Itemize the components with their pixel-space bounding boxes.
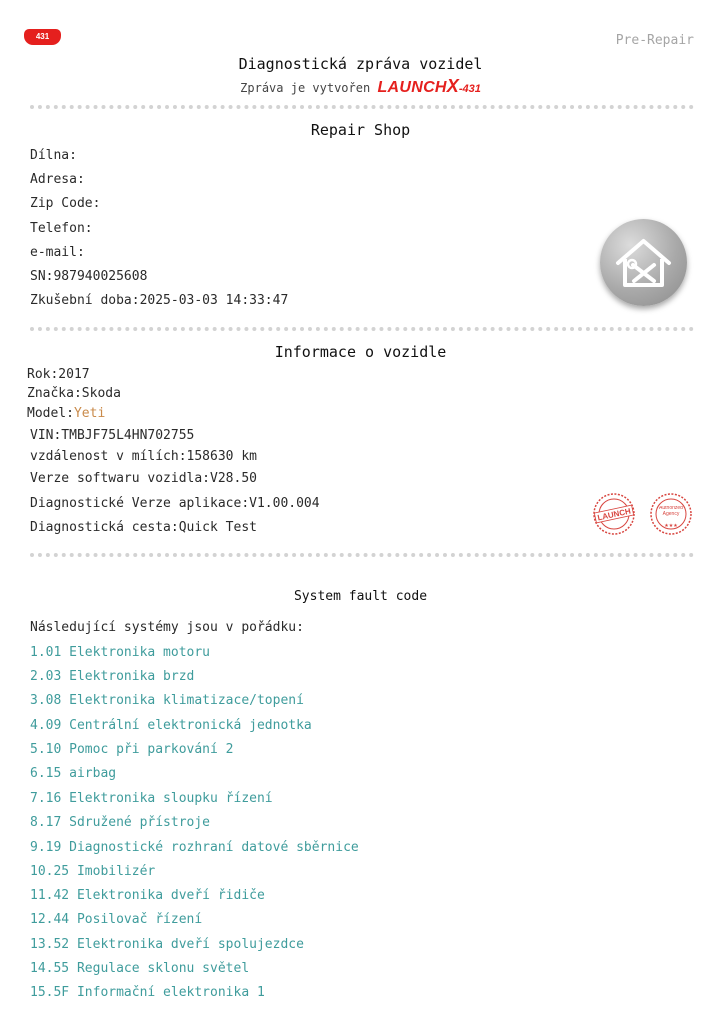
ok-system-item: 7.16 Elektronika sloupku řízení <box>30 791 273 806</box>
launch-stamp-text: LAUNCH <box>596 506 632 523</box>
shop-workshop: Dílna: <box>30 148 77 163</box>
vehicle-model <box>27 406 105 421</box>
vehicle-year: Rok:2017 <box>27 367 90 382</box>
app-version: Diagnostické Verze aplikace:V1.00.004 <box>30 496 320 511</box>
ok-system-item: 9.19 Diagnostické rozhraní datové sběrnice <box>30 840 359 855</box>
report-subtitle <box>0 76 721 97</box>
repair-house-icon <box>600 219 687 306</box>
ok-system-item: 4.09 Centrální elektronická jednotka <box>30 718 312 733</box>
vehicle-make: Značka:Skoda <box>27 386 121 401</box>
ok-system-item: 3.08 Elektronika klimatizace/topení <box>30 693 304 708</box>
fault-section-title: System fault code <box>293 589 428 604</box>
shop-address: Adresa: <box>30 172 85 187</box>
vehicle-section-title: Informace o vozidle <box>274 343 447 361</box>
shop-serial: SN:987940025608 <box>30 269 148 284</box>
authorized-agency-stamp-icon <box>649 492 693 536</box>
ok-system-item: 12.44 Posilovač řízení <box>30 912 203 927</box>
authorized-stamp-text: Authorized Agency <box>659 506 683 517</box>
vehicle-distance: vzdálenost v mílích:158630 km <box>30 449 257 464</box>
vehicle-software-version: Verze softwaru vozidla:V28.50 <box>30 471 257 486</box>
ok-system-item: 10.25 Imobilizér <box>30 864 156 879</box>
launch-logo: LAUNCH <box>377 79 447 96</box>
shop-section-title: Repair Shop <box>310 121 411 139</box>
ok-system-item: 8.17 Sdružené přístroje <box>30 815 211 830</box>
divider <box>30 105 694 109</box>
ok-system-item: 2.03 Elektronika brzd <box>30 669 195 684</box>
vehicle-model-label: Model: <box>27 406 74 421</box>
shop-test-time: Zkušební doba:2025-03-03 14:33:47 <box>30 293 289 308</box>
ok-system-item: 13.52 Elektronika dveří spolujezdce <box>30 937 304 952</box>
ok-system-item: 11.42 Elektronika dveří řidiče <box>30 888 265 903</box>
shop-phone: Telefon: <box>30 221 93 236</box>
shop-email: e-mail: <box>30 245 85 260</box>
ok-system-item: 1.01 Elektronika motoru <box>30 645 211 660</box>
fault-intro: Následující systémy jsou v pořádku: <box>30 620 304 635</box>
vehicle-model-value: Yeti <box>73 406 106 421</box>
launch-stamp-icon <box>592 492 636 536</box>
divider <box>30 553 694 557</box>
diagnostic-path: Diagnostická cesta:Quick Test <box>30 520 257 535</box>
vehicle-vin: VIN:TMBJF75L4HN702755 <box>30 428 195 443</box>
ok-system-item: 14.55 Regulace sklonu světel <box>30 961 250 976</box>
report-title: Diagnostická zpráva vozidel <box>238 55 483 73</box>
report-status: Pre-Repair <box>615 33 694 48</box>
launch-logo-x: X <box>446 76 459 96</box>
ok-system-item: 5.10 Pomoc při parkování 2 <box>30 742 234 757</box>
svg-text:★★★: ★★★ <box>664 523 678 529</box>
launch-logo-model: -431 <box>458 83 481 95</box>
ok-system-item: 6.15 airbag <box>30 766 117 781</box>
ok-system-item: 15.5F Informační elektronika 1 <box>30 985 265 1000</box>
divider <box>30 327 694 331</box>
app-badge: 431 <box>24 29 61 45</box>
shop-zip: Zip Code: <box>30 196 101 211</box>
subtitle-text: Zpráva je vytvořen <box>240 81 371 95</box>
